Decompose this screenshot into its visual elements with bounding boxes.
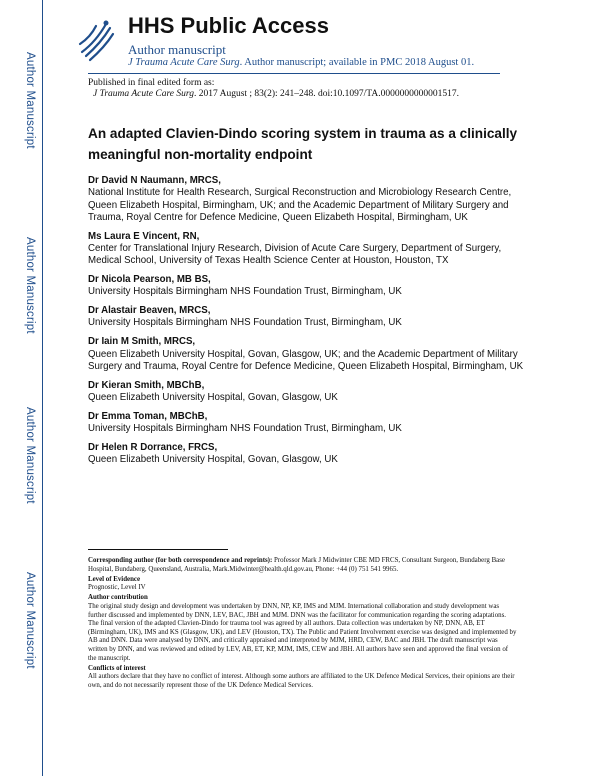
author-name: Dr Kieran Smith, MBChB, xyxy=(88,379,205,391)
author-name: Dr David N Naumann, MRCS, xyxy=(88,175,221,186)
hhs-eagle-logo-icon xyxy=(76,16,116,64)
author-name: Dr Emma Toman, MBChB, xyxy=(88,410,208,422)
footnote-divider xyxy=(88,549,228,550)
author-name: Dr Helen R Dorrance, FRCS, xyxy=(88,441,218,453)
journal-name: J Trauma Acute Care Surg xyxy=(128,57,240,68)
author-affiliation: University Hospitals Birmingham NHS Foundation Trust, Birmingham, UK xyxy=(88,317,402,329)
author-affiliation: Queen Elizabeth University Hospital, Govan, Glasgow, UK xyxy=(88,391,338,403)
citation-journal: J Trauma Acute Care Surg xyxy=(93,89,194,99)
header-divider xyxy=(88,73,500,74)
corresponding-author-note xyxy=(88,557,518,574)
article-title: An adapted Clavien-Dindo scoring system in trauma as a clinically meaningful non-mortality endpoint xyxy=(88,126,518,162)
evidence-text: Prognostic, Level IV xyxy=(88,584,146,592)
author-contribution-note xyxy=(88,594,518,663)
sidebar-divider xyxy=(42,0,43,776)
author-name: Dr Alastair Beaven, MRCS, xyxy=(88,305,211,317)
author-manuscript-side-label: Author Manuscript xyxy=(24,571,36,669)
author-manuscript-side-label: Author Manuscript xyxy=(24,236,36,334)
author-entry xyxy=(88,411,528,436)
author-affiliation: Queen Elizabeth University Hospital, Govan, Glasgow, UK; and the Academic Department of Military Surgery and Trauma, Royal Centre for Defence Medicine, Queen Elizabeth Hospital, Birmingham, UK xyxy=(88,348,524,372)
contribution-text: The original study design and development was undertaken by DNN, NP, KP, IMS and MJM. International collaboration and study development was further discussed and implemented by DNN, LEV, BAC, JBH and MJM. DNN was the facilitator for communication regarding the scoring adaptations. The final version of the adapted Clavien-Dindo for trauma tool was agreed by all authors. Data collection was undertaken by NP, DNN, AB, ET (Birmingham, UK), IMS and KS (Glasgow, UK), and LEV (Houston, TX). The Public and Patient Involvement exercise was designed and implemented by AB and DNN. Data were analysed by DNN, and critically appraised and interpreted by MJM, HRD, CEW, BAC and JBH. The draft manuscript was written by DNN, and was reviewed and edited by LEV, AB, ET, KP, MJM, IMS, CEW and JBH. All authors have seen and approved the final version of the manuscript. xyxy=(88,602,517,662)
citation-details: . 2017 August ; 83(2): 241–248. doi:10.1097/TA.0000000000001517. xyxy=(193,89,459,99)
author-affiliation: Queen Elizabeth University Hospital, Govan, Glasgow, UK xyxy=(88,454,338,466)
author-name: Ms Laura E Vincent, RN, xyxy=(88,230,200,242)
corresponding-label: Corresponding author (for both correspondence and reprints): xyxy=(88,557,273,564)
author-entry xyxy=(88,336,528,373)
author-entry xyxy=(88,380,528,405)
author-list xyxy=(88,175,528,473)
footnotes xyxy=(88,557,518,692)
evidence-label: Level of Evidence xyxy=(88,575,141,583)
author-manuscript-subtitle: Author manuscript xyxy=(128,42,226,57)
conflicts-text: All authors declare that they have no conflict of interest. Although some authors are affiliated to the UK Defence Medical Services, their opinions are their own, and do not necessarily represent those of the UK Defence Medical Services. xyxy=(88,673,515,689)
availability-text: . Author manuscript; available in PMC 2018 August 01. xyxy=(239,57,475,68)
author-affiliation: National Institute for Health Research, Surgical Reconstruction and Microbiology Research Centre, Queen Elizabeth Hospital, Birmingham, UK; and the Academic Department of Military Surgery and Trauma, Royal Centre for Defence Medicine, Queen Elizabeth Hospital, Birmingham, UK xyxy=(88,187,512,223)
published-line: Published in final edited form as: xyxy=(88,78,215,88)
conflicts-note xyxy=(88,665,518,691)
author-entry xyxy=(88,231,528,268)
corresponding-text: Professor Mark J Midwinter CBE MD FRCS, Consultant Surgeon, Bundaberg Base Hospital, Bundaberg, Queensland, Australia, Mark.Midwinter@health.qld.gov.au, Phone: +44 (0) 751 541 9965. xyxy=(88,557,505,573)
journal-availability xyxy=(128,57,474,68)
author-entry xyxy=(88,175,528,224)
hhs-public-access-title: HHS Public Access xyxy=(128,13,329,38)
author-name: Dr Nicola Pearson, MB BS, xyxy=(88,274,211,286)
publication-citation xyxy=(93,89,459,99)
author-affiliation: University Hospitals Birmingham NHS Foundation Trust, Birmingham, UK xyxy=(88,423,402,435)
conflicts-label: Conflicts of interest xyxy=(88,664,146,672)
author-entry xyxy=(88,274,528,299)
author-manuscript-side-label: Author Manuscript xyxy=(24,406,36,504)
contribution-label: Author contribution xyxy=(88,594,148,602)
author-entry xyxy=(88,305,528,330)
author-manuscript-side-label: Author Manuscript xyxy=(24,51,36,149)
level-of-evidence-note xyxy=(88,576,518,593)
author-entry xyxy=(88,442,528,467)
author-affiliation: University Hospitals Birmingham NHS Foundation Trust, Birmingham, UK xyxy=(88,286,402,298)
author-name: Dr Iain M Smith, MRCS, xyxy=(88,336,196,348)
author-affiliation: Center for Translational Injury Research, Division of Acute Care Surgery, Department of Surgery, Medical School, University of Texas Health Science Center at Houston, Houston, TX xyxy=(88,242,502,267)
